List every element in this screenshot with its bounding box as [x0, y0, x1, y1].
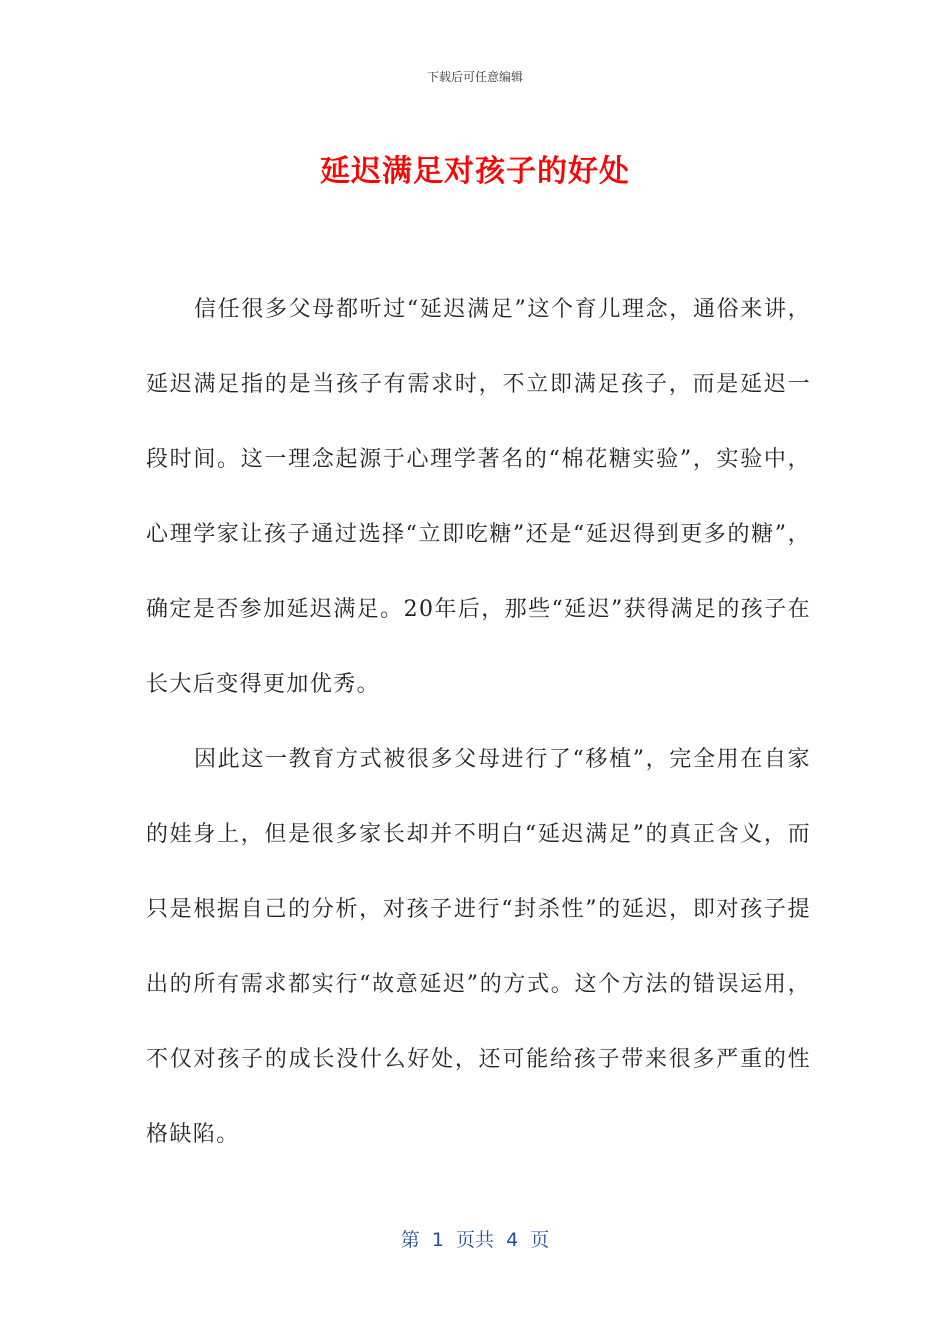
document-body [146, 272, 811, 1172]
document-title: 延迟满足对孩子的好处 [320, 154, 630, 189]
page-number-footer: 第 1 页共 4 页 [400, 1229, 550, 1251]
header-note: 下载后可任意编辑 [426, 70, 523, 84]
paragraph-2: 因此这一教育方式被很多父母进行了“移植”，完全用在自家的娃身上，但是很多家长却并不明白“延迟满足”的真正含义，而只是根据自己的分析，对孩子进行“封杀性”的延迟，即对孩子提出的所有需求都实行“故意延迟”的方式。这个方法的错误运用，不仅对孩子的成长没什么好处，还可能给孩子带来很多严重的性格缺陷。 [146, 747, 811, 1147]
paragraph-1: 信任很多父母都听过“延迟满足”这个育儿理念，通俗来讲，延迟满足指的是当孩子有需求时，不立即满足孩子，而是延迟一段时间。这一理念起源于心理学著名的“棉花糖实验”，实验中，心理学家让孩子通过选择“立即吃糖”还是“延迟得到更多的糖”，确定是否参加延迟满足。20年后，那些“延迟”获得满足的孩子在长大后变得更加优秀。 [146, 297, 811, 697]
